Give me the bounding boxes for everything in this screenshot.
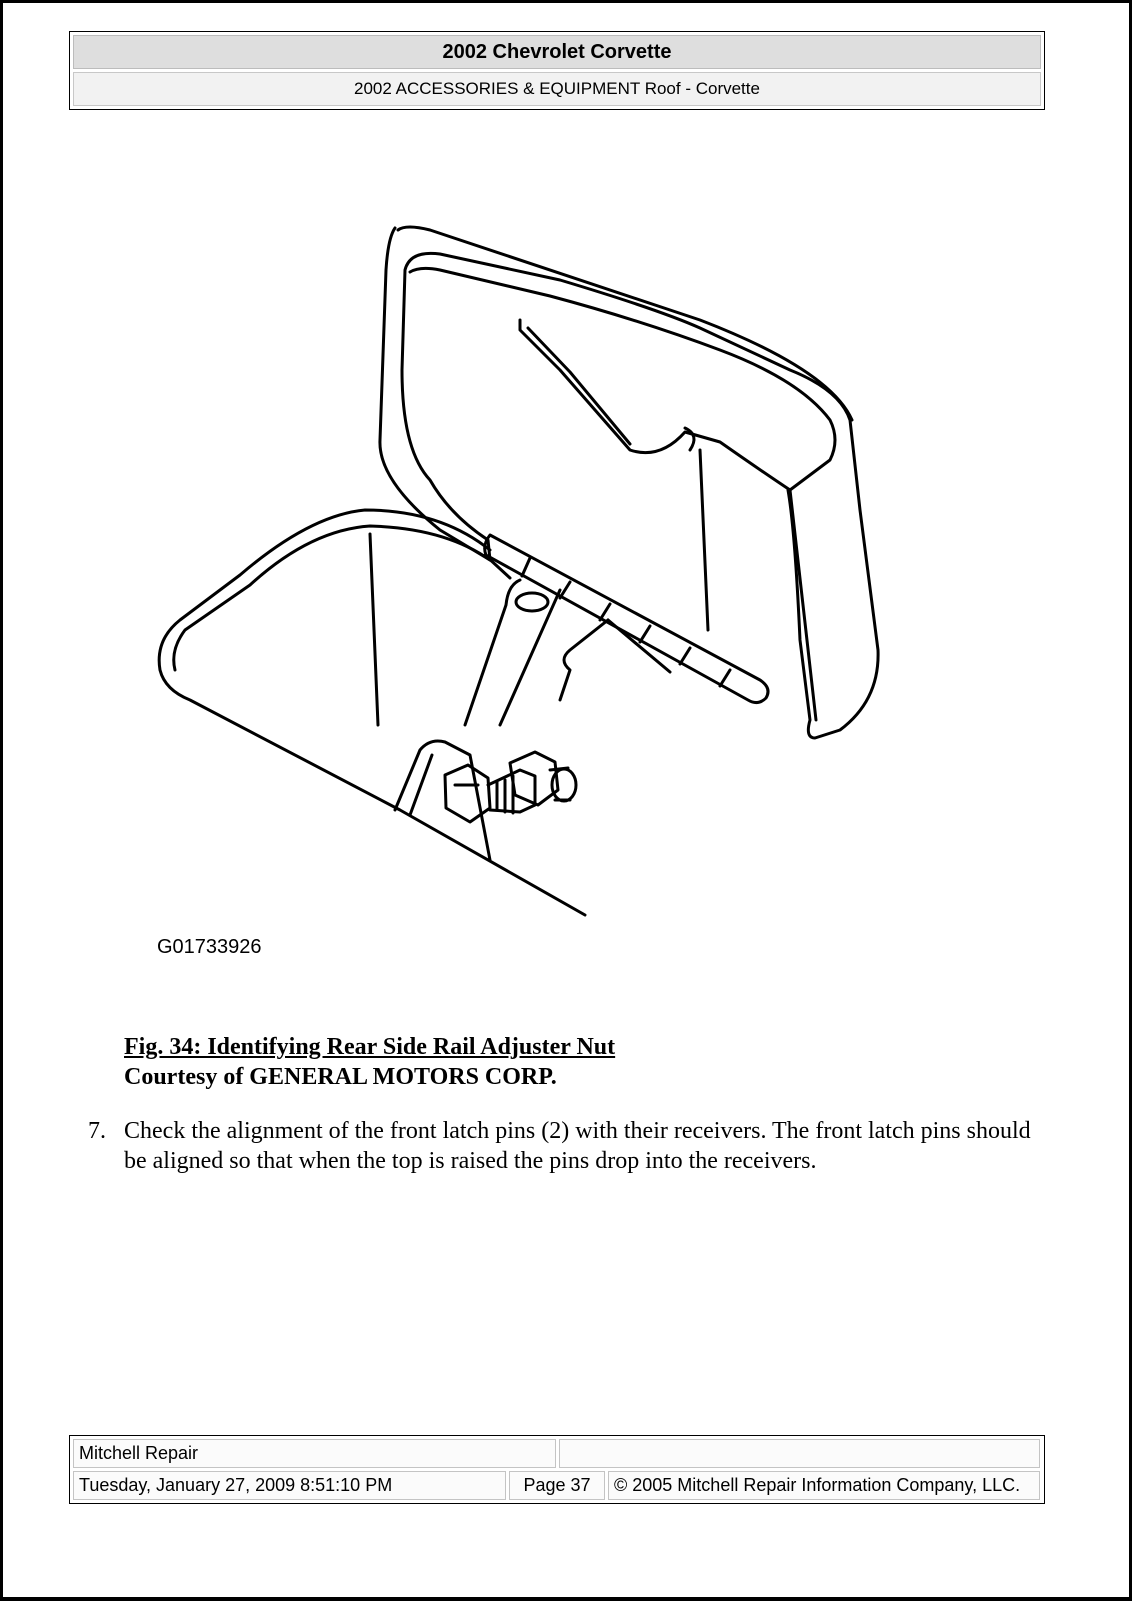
figure-caption xyxy=(124,1032,615,1092)
figure-title: Fig. 34: Identifying Rear Side Rail Adjuster Nut xyxy=(124,1034,616,1060)
footer-company: Mitchell Repair xyxy=(73,1439,556,1468)
document-header xyxy=(69,31,1045,110)
bracket-plate xyxy=(395,741,490,860)
footer-date: Tuesday, January 27, 2009 8:51:10 PM xyxy=(73,1471,506,1500)
footer-blank-cell xyxy=(559,1439,1040,1468)
footer-copyright: © 2005 Mitchell Repair Information Company, LLC. xyxy=(608,1471,1040,1500)
rear-side-rail-adjuster-illustration xyxy=(140,210,900,930)
step-text: Check the alignment of the front latch pins (2) with their receivers. The front latch pins should be aligned so that when the top is raised the pins drop into the receivers. xyxy=(124,1118,1031,1174)
document-subtitle: 2002 ACCESSORIES & EQUIPMENT Roof - Corvette xyxy=(73,72,1041,106)
document-title: 2002 Chevrolet Corvette xyxy=(73,35,1041,69)
upper-panel-outline xyxy=(380,228,878,738)
footer-page-number: Page 37 xyxy=(509,1471,605,1500)
figure-code: G01733926 xyxy=(157,936,262,958)
upper-panel-window xyxy=(410,268,835,490)
link-arm xyxy=(465,580,520,725)
document-footer xyxy=(69,1435,1045,1504)
figure-courtesy: Courtesy of GENERAL MOTORS CORP. xyxy=(124,1064,557,1090)
step-number: 7. xyxy=(88,1118,106,1144)
adjuster-nut-hex xyxy=(445,765,490,822)
